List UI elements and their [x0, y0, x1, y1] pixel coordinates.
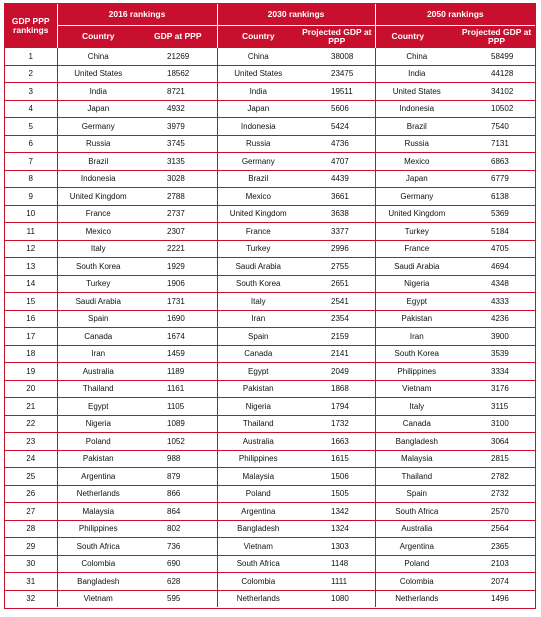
table-row	[5, 433, 535, 451]
country-2016-cell: Spain	[57, 310, 139, 328]
country-2030-cell: Poland	[217, 485, 299, 503]
gdp-2030-cell: 5424	[299, 118, 375, 136]
gdp-2050-cell: 6779	[458, 170, 535, 188]
gdp-2050-cell: 4694	[458, 258, 535, 276]
country-2016-cell: Pakistan	[57, 450, 139, 468]
table-row	[5, 83, 535, 101]
rank-cell: 31	[5, 573, 57, 591]
country-2030-cell: Japan	[217, 100, 299, 118]
country-2050-cell: South Africa	[375, 503, 458, 521]
rank-cell: 18	[5, 345, 57, 363]
country-2016-cell: Brazil	[57, 153, 139, 171]
country-2050-cell: Turkey	[375, 223, 458, 241]
table-row	[5, 503, 535, 521]
gdp-2030-cell: 2755	[299, 258, 375, 276]
rank-cell: 14	[5, 275, 57, 293]
gdp-2016-cell: 1189	[139, 363, 217, 381]
country-2030-cell: Bangladesh	[217, 520, 299, 538]
gdp-2050-cell: 58499	[458, 48, 535, 65]
country-2030-cell: Brazil	[217, 170, 299, 188]
country-2016-cell: Philippines	[57, 520, 139, 538]
gdp-2030-cell: 23475	[299, 65, 375, 83]
country-2030-cell: Australia	[217, 433, 299, 451]
rank-cell: 15	[5, 293, 57, 311]
country-2050-cell: Iran	[375, 328, 458, 346]
country-2016-cell: Italy	[57, 240, 139, 258]
country-2030-cell: South Africa	[217, 555, 299, 573]
country-2030-cell: Russia	[217, 135, 299, 153]
table-row	[5, 468, 535, 486]
table-row	[5, 398, 535, 416]
gdp-2016-cell: 1052	[139, 433, 217, 451]
country-2030-cell: United States	[217, 65, 299, 83]
country-2050-cell: Australia	[375, 520, 458, 538]
gdp-2016-cell: 3135	[139, 153, 217, 171]
rank-cell: 19	[5, 363, 57, 381]
country-2030-cell: Argentina	[217, 503, 299, 521]
country-2050-cell: Vietnam	[375, 380, 458, 398]
gdp-2030-cell: 3661	[299, 188, 375, 206]
gdp-2030-cell: 2996	[299, 240, 375, 258]
rank-cell: 21	[5, 398, 57, 416]
table-row	[5, 118, 535, 136]
gdp-2050-cell: 7131	[458, 135, 535, 153]
country-2016-cell: Mexico	[57, 223, 139, 241]
gdp-2030-cell: 3377	[299, 223, 375, 241]
gdp-2050-cell: 2074	[458, 573, 535, 591]
country-2030-cell: Canada	[217, 345, 299, 363]
table-row	[5, 240, 535, 258]
country-2016-cell: Egypt	[57, 398, 139, 416]
gdp-2050-cell: 7540	[458, 118, 535, 136]
country-2016-cell: Turkey	[57, 275, 139, 293]
country-2030-cell: Indonesia	[217, 118, 299, 136]
group-header-2016: 2016 rankings	[57, 4, 217, 26]
country-2030-cell: France	[217, 223, 299, 241]
gdp-2030-cell: 1111	[299, 573, 375, 591]
country-2030-cell: Malaysia	[217, 468, 299, 486]
rank-cell: 17	[5, 328, 57, 346]
gdp-2030-cell: 1148	[299, 555, 375, 573]
header-row-groups	[5, 4, 535, 26]
country-2016-cell: United Kingdom	[57, 188, 139, 206]
country-2030-cell: China	[217, 48, 299, 65]
country-2016-cell: Argentina	[57, 468, 139, 486]
gdp-2016-cell: 690	[139, 555, 217, 573]
gdp-2030-cell: 1663	[299, 433, 375, 451]
gdp-2016-cell: 988	[139, 450, 217, 468]
gdp-2030-cell: 1868	[299, 380, 375, 398]
table-row	[5, 345, 535, 363]
gdp-2016-cell: 1690	[139, 310, 217, 328]
country-2016-cell: China	[57, 48, 139, 65]
table-row	[5, 293, 535, 311]
rank-cell: 24	[5, 450, 57, 468]
header-row-columns	[5, 26, 535, 49]
country-2050-cell: Russia	[375, 135, 458, 153]
gdp-2050-cell: 3100	[458, 415, 535, 433]
country-2050-cell: Italy	[375, 398, 458, 416]
country-2016-cell: Colombia	[57, 555, 139, 573]
gdp-2050-cell: 2732	[458, 485, 535, 503]
country-2016-cell: Malaysia	[57, 503, 139, 521]
gdp-2050-cell: 2815	[458, 450, 535, 468]
gdp-2030-cell: 1794	[299, 398, 375, 416]
gdp-2030-cell: 2541	[299, 293, 375, 311]
gdp-2050-cell: 3064	[458, 433, 535, 451]
gdp-2016-cell: 866	[139, 485, 217, 503]
column-header-gdp-2016: GDP at PPP	[139, 26, 217, 49]
table-row	[5, 328, 535, 346]
table-row	[5, 380, 535, 398]
country-2030-cell: Thailand	[217, 415, 299, 433]
country-2016-cell: India	[57, 83, 139, 101]
country-2016-cell: United States	[57, 65, 139, 83]
country-2016-cell: France	[57, 205, 139, 223]
country-2050-cell: Brazil	[375, 118, 458, 136]
country-2050-cell: Argentina	[375, 538, 458, 556]
country-2016-cell: Indonesia	[57, 170, 139, 188]
gdp-2050-cell: 6863	[458, 153, 535, 171]
rank-cell: 20	[5, 380, 57, 398]
rank-cell: 30	[5, 555, 57, 573]
gdp-2050-cell: 5369	[458, 205, 535, 223]
gdp-2050-cell: 3539	[458, 345, 535, 363]
column-header-gdp-2050: Projected GDP at PPP	[458, 26, 535, 49]
gdp-2016-cell: 1161	[139, 380, 217, 398]
country-2030-cell: Mexico	[217, 188, 299, 206]
table-row	[5, 223, 535, 241]
country-2016-cell: Russia	[57, 135, 139, 153]
gdp-2016-cell: 1674	[139, 328, 217, 346]
gdp-2030-cell: 2141	[299, 345, 375, 363]
country-2016-cell: Japan	[57, 100, 139, 118]
country-2030-cell: Saudi Arabia	[217, 258, 299, 276]
rank-cell: 28	[5, 520, 57, 538]
rank-cell: 8	[5, 170, 57, 188]
country-2016-cell: Vietnam	[83, 594, 113, 604]
gdp-2030-cell: 1505	[299, 485, 375, 503]
gdp-2030-cell: 1506	[299, 468, 375, 486]
rank-cell: 32	[5, 590, 57, 607]
country-2030-cell: Vietnam	[217, 538, 299, 556]
gdp-2050-cell: 4236	[458, 310, 535, 328]
country-2016-cell: Germany	[57, 118, 139, 136]
gdp-2030-cell: 4736	[299, 135, 375, 153]
rank-cell: 10	[5, 205, 57, 223]
rank-cell: 2	[5, 65, 57, 83]
gdp-2016-cell: 802	[139, 520, 217, 538]
country-2030-cell: Pakistan	[217, 380, 299, 398]
gdp-2050-cell: 2365	[458, 538, 535, 556]
gdp-2050-cell: 3115	[458, 398, 535, 416]
table-row	[5, 573, 535, 591]
country-2050-cell: Mexico	[375, 153, 458, 171]
gdp-rankings-table-frame	[4, 3, 536, 609]
column-header-country-2050: Country	[375, 26, 458, 49]
country-2016-cell: Thailand	[57, 380, 139, 398]
country-2016-cell: Canada	[57, 328, 139, 346]
country-2030-cell: United Kingdom	[217, 205, 299, 223]
gdp-2030-cell: 1615	[299, 450, 375, 468]
gdp-2016-cell: 21269	[139, 48, 217, 65]
gdp-2030-cell: 1303	[299, 538, 375, 556]
country-2030-cell: Italy	[217, 293, 299, 311]
country-2050-cell: Bangladesh	[375, 433, 458, 451]
gdp-2050-cell: 2782	[458, 468, 535, 486]
country-2050-cell: Indonesia	[375, 100, 458, 118]
gdp-2016-cell: 3979	[139, 118, 217, 136]
country-2030-cell: Nigeria	[217, 398, 299, 416]
country-2050-cell: Philippines	[375, 363, 458, 381]
gdp-2030-cell: 1324	[299, 520, 375, 538]
gdp-2050-cell: 2564	[458, 520, 535, 538]
rank-cell: 4	[5, 100, 57, 118]
country-2050-cell: Spain	[375, 485, 458, 503]
rank-cell: 23	[5, 433, 57, 451]
gdp-2030-cell: 19511	[299, 83, 375, 101]
gdp-2050-cell: 3900	[458, 328, 535, 346]
gdp-2050-cell: 1496	[491, 594, 509, 604]
table-row	[5, 538, 535, 556]
rank-cell: 27	[5, 503, 57, 521]
table-row	[5, 363, 535, 381]
rank-cell: 9	[5, 188, 57, 206]
rank-cell: 11	[5, 223, 57, 241]
country-2050-cell: India	[375, 65, 458, 83]
gdp-2016-cell: 1929	[139, 258, 217, 276]
country-2030-cell: Philippines	[217, 450, 299, 468]
table-row	[5, 135, 535, 153]
rank-cell: 5	[5, 118, 57, 136]
table-row	[5, 310, 535, 328]
gdp-2050-cell: 6138	[458, 188, 535, 206]
rank-cell: 25	[5, 468, 57, 486]
gdp-2016-cell: 2788	[139, 188, 217, 206]
table-row	[5, 170, 535, 188]
gdp-2050-cell: 5184	[458, 223, 535, 241]
country-2050-cell: Japan	[375, 170, 458, 188]
gdp-2030-cell: 4707	[299, 153, 375, 171]
gdp-2016-cell: 1459	[139, 345, 217, 363]
gdp-2016-cell: 1105	[139, 398, 217, 416]
gdp-2050-cell: 3176	[458, 380, 535, 398]
gdp-2016-cell: 628	[139, 573, 217, 591]
country-2030-cell: Turkey	[217, 240, 299, 258]
gdp-2016-cell: 3745	[139, 135, 217, 153]
table-row	[5, 153, 535, 171]
country-2050-cell: Nigeria	[375, 275, 458, 293]
gdp-2016-cell: 4932	[139, 100, 217, 118]
table-row	[5, 205, 535, 223]
table-row	[5, 275, 535, 293]
gdp-2016-cell: 1089	[139, 415, 217, 433]
gdp-2030-cell: 1732	[299, 415, 375, 433]
gdp-2016-cell: 2307	[139, 223, 217, 241]
gdp-2050-cell: 44128	[458, 65, 535, 83]
table-row	[5, 258, 535, 276]
gdp-2016-cell: 864	[139, 503, 217, 521]
rank-cell: 26	[5, 485, 57, 503]
gdp-2016-cell: 2221	[139, 240, 217, 258]
country-2050-cell: South Korea	[375, 345, 458, 363]
table-row	[5, 415, 535, 433]
table-row	[5, 590, 535, 607]
country-2030-cell: Colombia	[217, 573, 299, 591]
country-2016-cell: Nigeria	[57, 415, 139, 433]
table-row	[5, 450, 535, 468]
country-2030-cell: Iran	[217, 310, 299, 328]
country-2016-cell: Saudi Arabia	[57, 293, 139, 311]
country-2050-cell: France	[375, 240, 458, 258]
country-2050-cell: Germany	[375, 188, 458, 206]
gdp-2050-cell: 4348	[458, 275, 535, 293]
country-2050-cell: United Kingdom	[375, 205, 458, 223]
rank-cell: 12	[5, 240, 57, 258]
gdp-2030-cell: 2159	[299, 328, 375, 346]
column-header-country-2030: Country	[217, 26, 299, 49]
table-row	[5, 485, 535, 503]
rank-cell: 22	[5, 415, 57, 433]
country-2050-cell: Thailand	[375, 468, 458, 486]
gdp-2016-cell: 8721	[139, 83, 217, 101]
country-2030-cell: Germany	[217, 153, 299, 171]
gdp-2050-cell: 34102	[458, 83, 535, 101]
rank-cell: 3	[5, 83, 57, 101]
rank-column-header: GDP PPP rankings	[5, 4, 57, 48]
rank-cell: 13	[5, 258, 57, 276]
rank-cell: 16	[5, 310, 57, 328]
country-2016-cell: Iran	[57, 345, 139, 363]
gdp-2050-cell: 2570	[458, 503, 535, 521]
country-2030-cell: Egypt	[217, 363, 299, 381]
table-row	[5, 188, 535, 206]
country-2050-cell: Netherlands	[395, 594, 439, 604]
rank-cell: 6	[5, 135, 57, 153]
group-header-2030: 2030 rankings	[217, 4, 375, 26]
column-header-gdp-2030: Projected GDP at PPP	[299, 26, 375, 49]
gdp-2016-cell: 1906	[139, 275, 217, 293]
country-2016-cell: South Africa	[57, 538, 139, 556]
gdp-2030-cell: 1080	[299, 590, 375, 607]
gdp-2016-cell: 595	[139, 590, 217, 607]
country-2030-cell: India	[217, 83, 299, 101]
country-2050-cell: Saudi Arabia	[375, 258, 458, 276]
column-header-country-2016: Country	[57, 26, 139, 49]
gdp-rankings-table	[5, 4, 535, 607]
country-2030-cell: Spain	[217, 328, 299, 346]
gdp-2030-cell: 38008	[299, 48, 375, 65]
country-2050-cell: Colombia	[375, 573, 458, 591]
table-row	[5, 555, 535, 573]
country-2050-cell: Canada	[375, 415, 458, 433]
gdp-2016-cell: 1731	[139, 293, 217, 311]
gdp-2030-cell: 2651	[299, 275, 375, 293]
gdp-2050-cell: 4705	[458, 240, 535, 258]
gdp-2030-cell: 4439	[299, 170, 375, 188]
rank-cell: 29	[5, 538, 57, 556]
gdp-2016-cell: 2737	[139, 205, 217, 223]
gdp-2016-cell: 18562	[139, 65, 217, 83]
country-2016-cell: South Korea	[57, 258, 139, 276]
table-row	[5, 520, 535, 538]
table-row	[5, 100, 535, 118]
gdp-2016-cell: 879	[139, 468, 217, 486]
table-row	[5, 48, 535, 65]
table-body	[5, 48, 535, 607]
country-2050-cell: United States	[375, 83, 458, 101]
country-2016-cell: Netherlands	[57, 485, 139, 503]
gdp-2030-cell: 5606	[299, 100, 375, 118]
country-2016-cell: Bangladesh	[57, 573, 139, 591]
gdp-2030-cell: 2354	[299, 310, 375, 328]
gdp-2050-cell: 10502	[458, 100, 535, 118]
country-2050-cell: China	[375, 48, 458, 65]
gdp-2050-cell: 2103	[458, 555, 535, 573]
country-2050-cell: Pakistan	[375, 310, 458, 328]
country-2016-cell: Poland	[57, 433, 139, 451]
gdp-2050-cell: 3334	[458, 363, 535, 381]
gdp-2016-cell: 3028	[139, 170, 217, 188]
gdp-2030-cell: 1342	[299, 503, 375, 521]
gdp-2030-cell: 3638	[299, 205, 375, 223]
rank-cell: 1	[5, 48, 57, 65]
group-header-2050: 2050 rankings	[375, 4, 535, 26]
gdp-2030-cell: 2049	[299, 363, 375, 381]
table-row	[5, 65, 535, 83]
country-2050-cell: Malaysia	[375, 450, 458, 468]
rank-cell: 7	[5, 153, 57, 171]
country-2050-cell: Poland	[375, 555, 458, 573]
country-2030-cell: Netherlands	[236, 594, 280, 604]
country-2050-cell: Egypt	[375, 293, 458, 311]
gdp-2050-cell: 4333	[458, 293, 535, 311]
gdp-2016-cell: 736	[139, 538, 217, 556]
country-2030-cell: South Korea	[217, 275, 299, 293]
country-2016-cell: Australia	[57, 363, 139, 381]
